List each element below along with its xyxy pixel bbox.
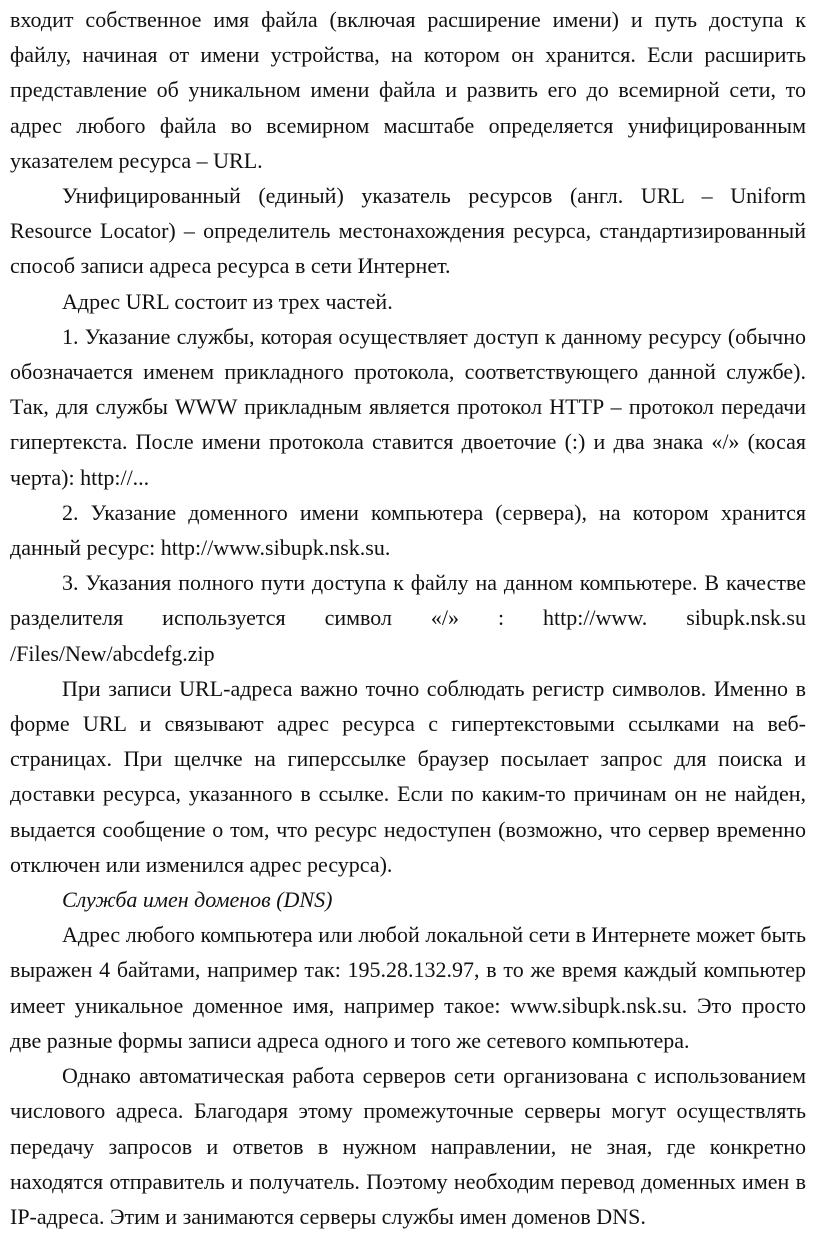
paragraph-url-case-sensitivity: При записи URL-адреса важно точно соблюдать регистр символов. Именно в форме URL и связывают адрес ресурса с гипертекстовыми ссылками на веб-страницах. При щелчке на гиперссылке браузер посылает запрос для поиска и доставки ресурса, указанного в ссылке. Если по каким-то причинам он не найден, выдается сообщение о том, что ресурс недоступен (возможно, что сервер временно отключен или изменился адрес ресурса). [10, 675, 806, 877]
paragraph-dns-purpose: Однако автоматическая работа серверов сети организована с использованием числового адреса. Благодаря этому промежуточные серверы могут осуществлять передачу запросов и ответов в нужном направлении, не зная, где конкретно находятся отправитель и получатель. Поэтому необходим перевод доменных имен в IP-адреса. Этим и занимаются серверы службы имен доменов DNS. [10, 1063, 806, 1229]
paragraph-url-part-3: 3. Указания полного пути доступа к файлу на данном компьютере. В качестве разделителя используется символ «/» : http://www. sibupk.nsk.su /Files/New/abcdefg.zip [10, 570, 806, 666]
paragraph-file-name-continuation: входит собственное имя файла (включая расширение имени) и путь доступа к файлу, начиная от имени устройства, на котором он хранится. Если расширить представление об уникальном имени файла и развить его до всемирной сети, то адрес любого файла во всемирном масштабе определяется унифицированным указателем ресурса – URL. [10, 7, 806, 173]
paragraph-url-part-2: 2. Указание доменного имени компьютера (сервера), на котором хранится данный ресурс: http://www.sibupk.nsk.su. [10, 499, 806, 561]
paragraph-url-definition: Унифицированный (единый) указатель ресурсов (англ. URL – Uniform Resource Locator) – определитель местонахождения ресурса, стандартизированный способ записи адреса ресурса в сети Интернет. [10, 183, 806, 279]
paragraph-url-parts-intro: Адрес URL состоит из трех частей. [62, 288, 393, 314]
paragraph-ip-and-domain-name: Адрес любого компьютера или любой локальной сети в Интернете может быть выражен 4 байтами, например так: 195.28.132.97, в то же время каждый компьютер имеет уникальное доменное имя, например такое: www.sibupk.nsk.su. Это просто две разные формы записи адреса одного и того же сетевого компьютера. [10, 922, 806, 1053]
section-heading-dns: Служба имен доменов (DNS) [62, 887, 333, 913]
paragraph-url-part-1: 1. Указание службы, которая осуществляет доступ к данному ресурсу (обычно обозначается именем прикладного протокола, соответствующего данной службе). Так, для службы WWW прикладным является протокол HTTP – протокол передачи гипертекста. После имени протокола ставится двоеточие (:) и два знака «/» (косая черта): http://... [10, 323, 806, 490]
